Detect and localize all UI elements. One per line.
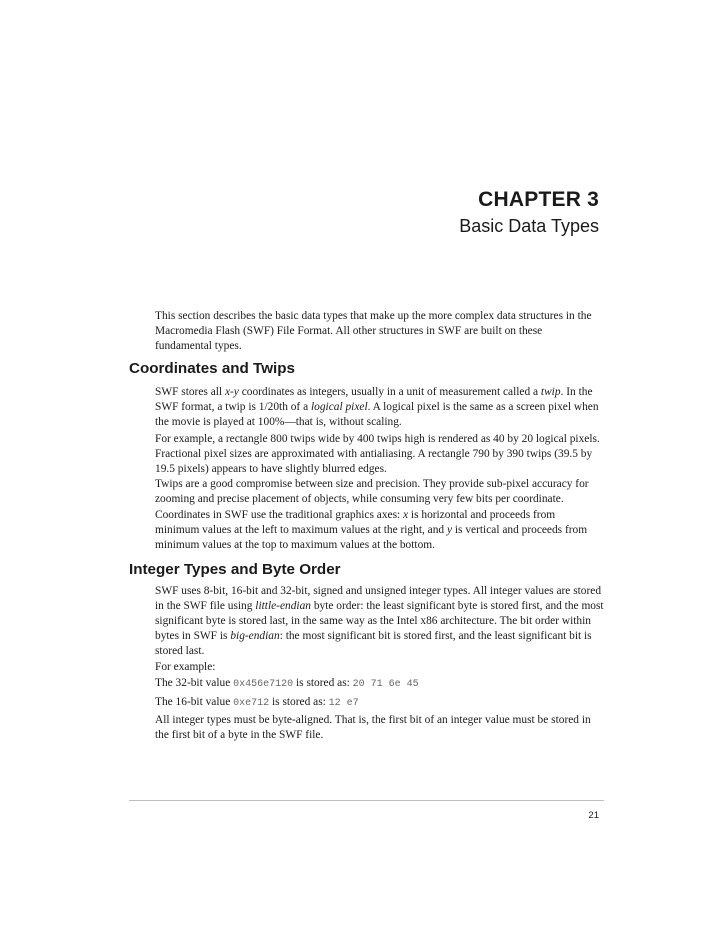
chapter-title: Basic Data Types <box>459 216 599 236</box>
text-line: SWF format, a twip is 1/20th of a logical pixel. A logical pixel is the same as a screen pixel when <box>155 401 599 413</box>
page-number: 21 <box>588 810 599 821</box>
intro-paragraph <box>155 309 605 354</box>
text-line: minimum values at the left to maximum values at the right, and y is vertical and proceeds from <box>155 524 588 536</box>
example-16bit: The 16-bit value 0xe712 is stored as: 12 e7 <box>155 696 359 709</box>
paragraph-axes <box>155 508 605 553</box>
text-line: the movie is played at 100%—that is, without scaling. <box>155 416 402 428</box>
text-line: the first bit of a byte in the SWF file. <box>155 729 324 741</box>
paragraph-compromise <box>155 477 605 507</box>
text-line: stored last. <box>155 645 205 657</box>
text-line: significant byte is stored last, in the same way as the Intel x86 architecture. The bit order within <box>155 615 591 627</box>
paragraph-example <box>155 432 605 477</box>
text-line: For example, a rectangle 800 twips wide by 400 twips high is rendered as 40 by 20 logical pixels. <box>155 433 600 445</box>
text-line: Coordinates in SWF use the traditional graphics axes: x is horizontal and proceeds from <box>155 509 556 521</box>
chapter-header <box>459 188 599 238</box>
text-line: All integer types must be byte-aligned. That is, the first bit of an integer value must be stored in <box>155 714 591 726</box>
text-line: Fractional pixel sizes are approximated with antialiasing. A rectangle 790 by 390 twips (39.5 by <box>155 448 593 460</box>
text-line: SWF stores all x-y coordinates as integers, usually in a unit of measurement called a twip. In the <box>155 386 593 398</box>
code-value: 0xe712 <box>233 698 270 709</box>
text-line: bytes in SWF is big-endian: the most significant bit is stored first, and the least significant bit is <box>155 630 592 642</box>
text-line: SWF uses 8-bit, 16-bit and 32-bit, signed and unsigned integer types. All integer values are stored <box>155 585 602 597</box>
text-line: Macromedia Flash (SWF) File Format. All other structures in SWF are built on these <box>155 325 543 337</box>
text-line: zooming and precise placement of objects, while consuming very few bits per coordinate. <box>155 493 564 505</box>
text-line: fundamental types. <box>155 340 242 352</box>
code-value: 0x456e7120 <box>233 679 294 690</box>
section-heading-integers: Integer Types and Byte Order <box>129 561 341 578</box>
paragraph-byte-order <box>155 584 605 659</box>
text-line: minimum values at the top to maximum values at the bottom. <box>155 539 435 551</box>
code-bytes: 20 71 6e 45 <box>352 679 419 690</box>
paragraph-twips <box>155 385 605 430</box>
footer-divider <box>129 800 604 801</box>
section-heading-coordinates: Coordinates and Twips <box>129 360 295 377</box>
paragraph-for-example: For example: <box>155 661 216 673</box>
text-line: Twips are a good compromise between size and precision. They provide sub-pixel accuracy for <box>155 478 589 490</box>
chapter-label: CHAPTER 3 <box>478 188 599 211</box>
paragraph-byte-aligned <box>155 713 605 743</box>
text-line: in the SWF file using little-endian byte order: the least significant byte is stored first, and the most <box>155 600 604 612</box>
text-line: This section describes the basic data types that make up the more complex data structures in the <box>155 310 592 322</box>
text-line: 19.5 pixels) appears to have slightly blurred edges. <box>155 463 387 475</box>
code-bytes: 12 e7 <box>328 698 359 709</box>
example-32bit: The 32-bit value 0x456e7120 is stored as: 20 71 6e 45 <box>155 677 419 690</box>
